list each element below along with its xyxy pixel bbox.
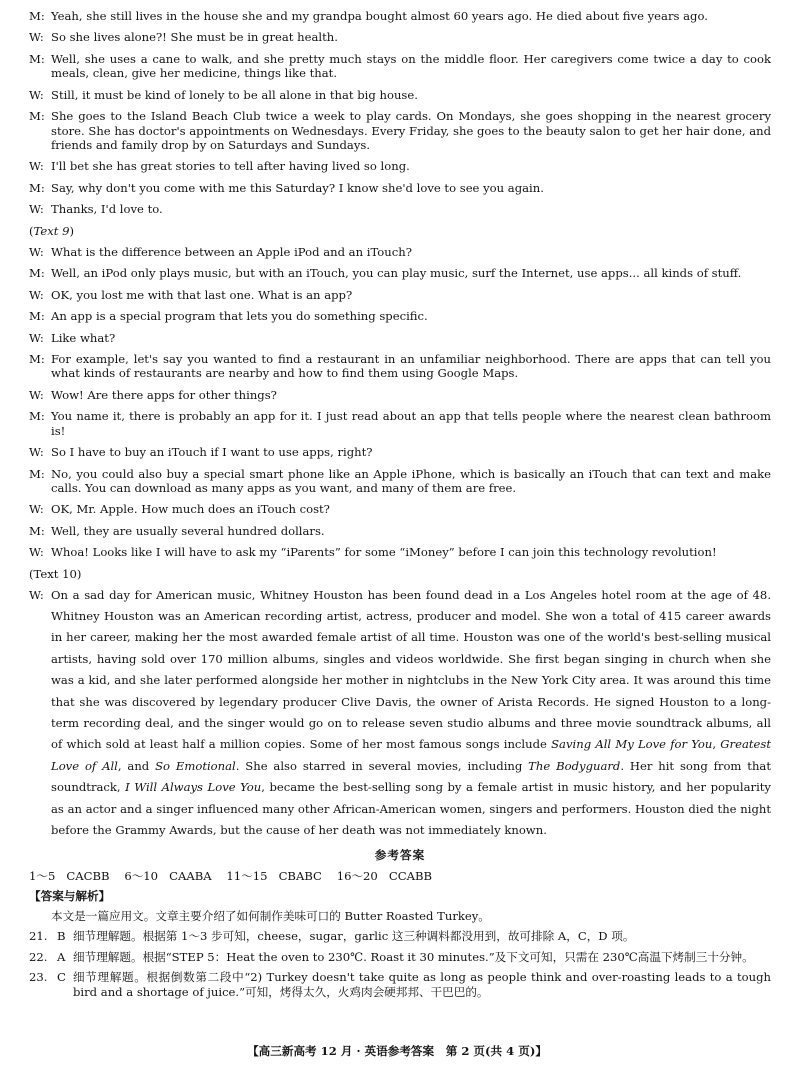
speaker: W: [29, 287, 44, 302]
answer-key-letters: CACBB [66, 869, 110, 884]
utterance: She goes to the Island Beach Club twice a week to play cards. On Mondays, she goes shopping in the nearest grocery store. She has doctor's appointments on Wednesdays. Every Friday, she goes to the beauty salon to get her hair done, and friends and family drop by on Saturdays and Sundays. [51, 109, 771, 153]
speaker: M: [29, 9, 45, 23]
text10-label: (Text 10) [29, 566, 82, 581]
question-text: 细节理解题。根据第 1～3 步可知，cheese，sugar，garlic 这三种调料都没用到，故可排除 A，C，D 项。 [73, 929, 635, 944]
question-number: 23. [29, 970, 48, 985]
dialogue-line [29, 109, 771, 153]
dialogue-line [29, 159, 771, 174]
separator: , [712, 737, 721, 752]
song-title: I Will Always Love You [125, 780, 262, 795]
speaker: W: [29, 502, 44, 517]
utterance: Well, they are usually several hundred dollars. [51, 523, 325, 538]
question-explanation [29, 950, 771, 965]
question-answer: A [57, 949, 66, 964]
dialogue-line [29, 288, 771, 303]
answer-key-letters: CBABC [278, 869, 322, 884]
dialogue-line [29, 181, 771, 196]
answer-key-letters: CAABA [169, 869, 212, 884]
answers-title: 参考答案 [374, 848, 426, 863]
question-text: 细节理解题。根据“STEP 5：Heat the oven to 230℃. Roast it 30 minutes.”及下文可知，只需在 230℃高温下烤制三十分钟。 [73, 949, 754, 964]
speaker: W: [29, 545, 44, 560]
song-title: So Emotional [155, 758, 236, 773]
utterance: Like what? [51, 330, 116, 345]
speaker: W: [29, 202, 44, 217]
utterance: Yeah, she still lives in the house she and my grandpa bought almost 60 years ago. He died about five years ago. [51, 9, 708, 23]
utterance: Still, it must be kind of lonely to be all alone in that big house. [51, 87, 418, 102]
speaker: W: [29, 159, 44, 174]
dialogue-line [29, 388, 771, 403]
page-footer: 【高三新高考 12 月 · 英语参考答案 第 2 页(共 4 页)】 [247, 1044, 547, 1058]
speaker: W: [29, 587, 44, 602]
speaker: M: [29, 109, 45, 124]
dialogue-line [29, 88, 771, 103]
speaker: M: [29, 351, 45, 366]
dialogue-section-b [29, 245, 771, 560]
monologue-part: On a sad day for American music, Whitney Houston has been found dead in a Los Angeles hotel room at the age of 48. Whitney Houston was an American recording artist, actress, producer and model. She won a total of 415 career awards in her career, making her the most awarded female artist of all time. Houston was one of the world's best-selling musical artists, having sold over 170 million albums, singles and videos worldwide. She first began singing in church when she was a kid, and she later performed alongside her mother in nightclubs in the New York City area. It was around this time that she was discovered by legendary producer Clive Davis, the owner of Arista Records. He signed Houston to a long-term recording deal, and the singer would go on to release seven studio albums and three movie soundtrack albums, all of which sold at least half a million copies. Some of her most famous songs include [51, 587, 771, 752]
dialogue-line [29, 331, 771, 346]
speaker: M: [29, 266, 45, 281]
song-title: Saving All My Love for You [551, 737, 713, 752]
dialogue-line [29, 352, 771, 381]
utterance: What is the difference between an Apple iPod and an iTouch? [51, 245, 412, 260]
monologue-text10 [29, 588, 771, 841]
speaker: W: [29, 387, 44, 402]
speaker: M: [29, 409, 45, 424]
answer-key-row [29, 869, 771, 883]
answer-key-range: 6～10 [124, 869, 159, 884]
answer-key-letters: CCABB [388, 869, 433, 884]
monologue-part: . Her hit song from that soundtrack, [51, 758, 771, 795]
movie-title: The Bodyguard [528, 758, 621, 773]
speaker: M: [29, 51, 45, 66]
utterance: Thanks, I'd love to. [51, 202, 163, 217]
separator: , and [117, 758, 156, 773]
utterance: OK, you lost me with that last one. What is an app? [51, 287, 353, 302]
utterance: Whoa! Looks like I will have to ask my “iParents” for some “iMoney” before I can join this technology revolution! [51, 545, 717, 560]
speaker: M: [29, 309, 45, 324]
monologue-part: . She also starred in several movies, including [235, 758, 529, 773]
question-number: 21. [29, 929, 48, 944]
utterance: For example, let's say you wanted to find a restaurant in an unfamiliar neighborhood. There are apps that can tell you what kinds of restaurants are nearby and how to find them using Google Maps. [51, 351, 771, 381]
answer-key-range: 16～20 [336, 869, 378, 884]
answer-key-range: 11～15 [226, 869, 268, 884]
text9-label-text: Text 9 [33, 223, 70, 238]
utterance: Well, an iPod only plays music, but with an iTouch, you can play music, surf the Internet, use apps... all kinds of stuff. [51, 266, 742, 281]
question-answer: B [57, 929, 66, 944]
speaker: W: [29, 245, 44, 260]
utterance: Well, she uses a cane to walk, and she pretty much stays on the middle floor. Her caregivers come twice a day to cook meals, clean, give her medicine, things like that. [51, 51, 771, 81]
dialogue-line [29, 9, 771, 24]
utterance: Say, why don't you come with me this Saturday? I know she'd love to see you again. [51, 180, 544, 195]
dialogue-line [29, 409, 771, 438]
dialogue-line [29, 245, 771, 260]
utterance: You name it, there is probably an app for it. I just read about an app that tells people where the nearest clean bathroom is! [51, 409, 771, 438]
monologue-body [51, 585, 771, 842]
utterance: Wow! Are there apps for other things? [51, 387, 277, 402]
speaker: M: [29, 523, 45, 538]
song-title: Greatest Love of All [51, 737, 772, 773]
dialogue-line [29, 445, 771, 460]
question-number: 22. [29, 949, 48, 964]
utterance: An app is a special program that lets you do something specific. [51, 309, 428, 324]
utterance: So I have to buy an iTouch if I want to use apps, right? [51, 445, 373, 460]
utterance: I'll bet she has great stories to tell after having lived so long. [51, 159, 410, 174]
dialogue-line [29, 309, 771, 324]
question-text: 细节理解题。根据倒数第二段中“2) Turkey doesn't take quite as long as people think and over-roasting leads to a tough bird and a shortage of juice.”可知，烤得太久，火鸡肉会硬邦邦、干巴巴的。 [73, 970, 771, 999]
dialogue-line [29, 467, 771, 496]
monologue-part: , became the best-selling song by a female artist in music history, and her popularity as an actor and a singer influenced many other African-American women, singers and performers. Houston died the night before the Grammy Awards, but the cause of her death was not immediately known. [51, 780, 771, 838]
question-answer: C [57, 970, 66, 985]
dialogue-line [29, 30, 771, 45]
text9-label: (Text 9) [29, 223, 75, 238]
dialogue-line [29, 52, 771, 81]
utterance: So she lives alone?! She must be in great health. [51, 30, 338, 45]
answer-key-range: 1～5 [29, 869, 56, 884]
speaker: W: [29, 30, 44, 45]
question-explanation [29, 929, 771, 944]
speaker: W: [29, 445, 44, 460]
speaker: M: [29, 466, 45, 481]
utterance: OK, Mr. Apple. How much does an iTouch cost? [51, 502, 330, 517]
question-explanation [29, 970, 771, 999]
dialogue-line [29, 266, 771, 281]
dialogue-line [29, 202, 771, 217]
dialogue-section-a [29, 9, 771, 217]
intro-paragraph: 本文是一篇应用文。文章主要介绍了如何制作美味可口的 Butter Roasted Turkey。 [51, 909, 490, 924]
dialogue-line [29, 502, 771, 517]
dialogue-line [29, 524, 771, 539]
speaker: M: [29, 180, 45, 195]
dialogue-line [29, 545, 771, 560]
analysis-title: 【答案与解析】 [29, 889, 111, 904]
speaker: W: [29, 330, 44, 345]
speaker: W: [29, 87, 44, 102]
page-content [29, 9, 771, 1005]
utterance: No, you could also buy a special smart phone like an Apple iPhone, which is basically an iTouch that can text and make calls. You can download as many apps as you want, and many of them are free. [51, 466, 771, 496]
